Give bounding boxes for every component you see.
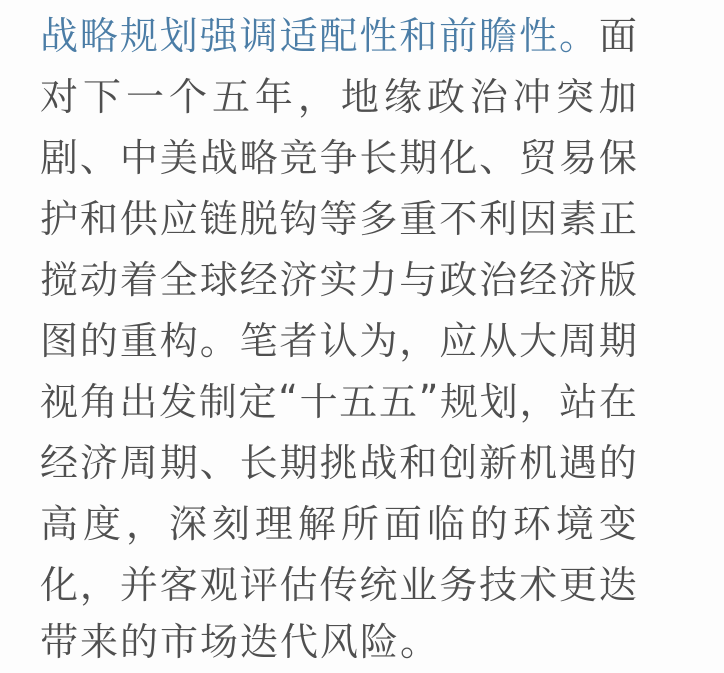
char: 保 [598,136,637,180]
char: 、 [79,136,118,180]
char: 济 [79,441,118,485]
char: 突 [555,75,594,119]
char: 不 [439,197,478,241]
char: 和 [79,197,118,241]
char: 认 [319,319,358,363]
char: 深 [168,502,207,546]
char: 钩 [279,197,318,241]
char: 观 [199,563,238,607]
char: 规 [440,380,479,424]
char: 适 [279,14,318,58]
char: 估 [279,563,318,607]
text-line [40,612,637,673]
char: 笔 [239,319,278,363]
char: 者 [279,319,318,363]
char: 期 [598,319,637,363]
char: ， [125,502,164,546]
char: 的 [598,441,637,485]
char: 版 [598,258,637,302]
char: 竞 [279,136,318,180]
char: 发 [159,380,198,424]
char: 五 [211,75,250,119]
text-line [40,63,637,124]
char: 政 [439,258,478,302]
char: 应 [159,197,198,241]
char: 加 [598,75,637,119]
char: 挑 [319,441,358,485]
char: 着 [119,258,158,302]
char: 争 [319,136,358,180]
char: 配 [319,14,358,58]
char: 调 [239,14,278,58]
char: 经 [239,258,278,302]
char: 政 [426,75,465,119]
char: 中 [119,136,158,180]
char: 期 [399,136,438,180]
char: 一 [125,75,164,119]
char: 解 [297,502,336,546]
char: 的 [469,502,508,546]
char: 长 [359,136,398,180]
char: 制 [198,380,237,424]
char: 更 [558,563,597,607]
char: 易 [558,136,597,180]
char: 球 [199,258,238,302]
char: 定 [238,380,277,424]
char: “ [278,376,298,421]
text-line [40,368,637,429]
char: 五 [339,380,378,424]
text-line [40,429,637,490]
char: 重 [119,319,158,363]
char: 贸 [519,136,558,180]
char: ” [418,376,439,421]
char: 缘 [383,75,422,119]
text-line [40,490,637,551]
paragraph [40,2,637,673]
char: 在 [598,380,637,424]
char: 。 [199,319,238,363]
char: 经 [40,441,79,485]
char: 经 [519,258,558,302]
char: 从 [479,319,518,363]
char: 构 [159,319,198,363]
text-line [40,551,637,612]
char: 下 [82,75,121,119]
char: 十 [299,380,338,424]
text-line [40,307,637,368]
char: 并 [119,563,158,607]
char: 化 [439,136,478,180]
char: 出 [119,380,158,424]
char: 供 [119,197,158,241]
char: 略 [239,136,278,180]
char: 、 [199,441,238,485]
char: 多 [359,197,398,241]
char: 理 [254,502,293,546]
char: 期 [279,441,318,485]
char: 个 [168,75,207,119]
char: 和 [399,441,438,485]
char: 为 [359,319,398,363]
char: 长 [239,441,278,485]
char: 应 [439,319,478,363]
char: 划 [159,14,198,58]
char: 五 [379,380,418,424]
char: 对 [40,75,79,119]
char: 、 [479,136,518,180]
text-line [40,2,637,63]
char: 。 [558,14,597,58]
char: 图 [40,319,79,363]
line-text: 带来的市场迭代风险。 [40,620,441,664]
char: 变 [598,502,637,546]
char: 机 [519,441,558,485]
char: 战 [359,441,398,485]
char: 业 [399,563,438,607]
char: 济 [558,258,597,302]
char: 链 [199,197,238,241]
text-line [40,246,637,307]
char: 高 [40,502,79,546]
char: 重 [399,197,438,241]
char: 站 [559,380,598,424]
char: 治 [469,75,508,119]
char: 和 [399,14,438,58]
char: 角 [79,380,118,424]
char: 面 [598,14,637,58]
char: 环 [512,502,551,546]
char: ， [79,563,118,607]
char: 务 [439,563,478,607]
char: 术 [519,563,558,607]
char: 遇 [558,441,597,485]
char: 因 [519,197,558,241]
char: 临 [426,502,465,546]
char: 济 [279,258,318,302]
char: 瞻 [479,14,518,58]
char: 新 [479,441,518,485]
char: ， [519,380,558,424]
char: 的 [79,319,118,363]
char: 客 [159,563,198,607]
char: 度 [82,502,121,546]
char: 利 [479,197,518,241]
char: 全 [159,258,198,302]
char: 大 [519,319,558,363]
char: 搅 [40,258,79,302]
char: 性 [359,14,398,58]
char: 刻 [211,502,250,546]
char: 规 [119,14,158,58]
char: 统 [359,563,398,607]
text-line [40,185,637,246]
char: 战 [199,136,238,180]
char: 周 [119,441,158,485]
text-line [40,124,637,185]
char: 略 [79,14,118,58]
char: 创 [439,441,478,485]
char: 动 [79,258,118,302]
char: 剧 [40,136,79,180]
char: 化 [40,563,79,607]
char: 面 [383,502,422,546]
char: 素 [558,197,597,241]
char: 美 [159,136,198,180]
char: 技 [479,563,518,607]
char: 所 [340,502,379,546]
char: 视 [40,380,79,424]
char: 地 [340,75,379,119]
char: 年 [254,75,293,119]
char: 冲 [512,75,551,119]
char: 护 [40,197,79,241]
char: 等 [319,197,358,241]
char: 正 [598,197,637,241]
char: 划 [479,380,518,424]
char: 传 [319,563,358,607]
char: 力 [359,258,398,302]
char: 脱 [239,197,278,241]
char: ， [297,75,336,119]
char: 强 [199,14,238,58]
char: 评 [239,563,278,607]
char: 与 [399,258,438,302]
char: 治 [479,258,518,302]
char: 期 [159,441,198,485]
char: ， [399,319,438,363]
char: 周 [558,319,597,363]
char: 境 [555,502,594,546]
char: 性 [519,14,558,58]
char: 战 [40,14,79,58]
char: 迭 [598,563,637,607]
char: 实 [319,258,358,302]
char: 前 [439,14,478,58]
